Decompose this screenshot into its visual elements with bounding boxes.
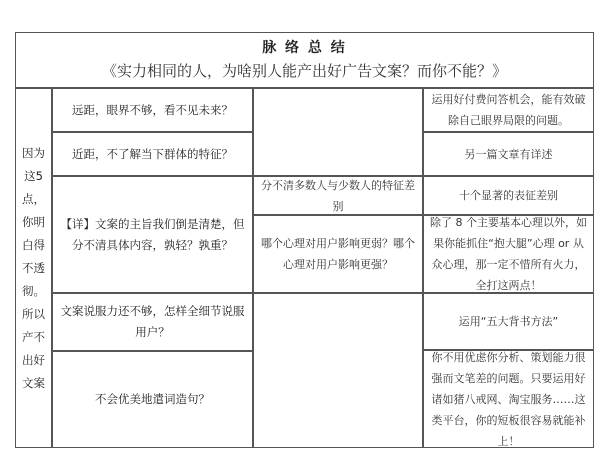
table-header xyxy=(15,32,594,88)
detail-cell-empty xyxy=(253,293,423,448)
detail-text: 哪个心理对用户影响更弱？哪个心理对用户影响更强？ xyxy=(261,237,415,271)
detail-cell-empty xyxy=(253,88,423,176)
problem-text: 文案说服力还不够，怎样全细节说服用户？ xyxy=(60,304,245,339)
problem-cell xyxy=(52,293,253,351)
solution-text: 运用好付费问答机会，能有效破除自己眼界局限的问题。 xyxy=(431,93,586,127)
solution-cell xyxy=(423,176,594,215)
problem-cell xyxy=(52,351,253,448)
solution-text: 十个显著的表征差别 xyxy=(459,189,558,202)
solution-text: 另一篇文章有详述 xyxy=(464,147,553,161)
solution-text: 运用“五大背书方法” xyxy=(458,315,559,328)
problem-text: 远距，眼界不够，看不见未来？ xyxy=(72,102,233,117)
left-label-cell xyxy=(15,88,52,448)
table-title: 脉 络 总 结 xyxy=(262,40,347,56)
problem-text: 【详】文案的主旨我们倒是清楚，但分不清具体内容，孰轻？孰重？ xyxy=(60,216,245,252)
solution-cell xyxy=(423,293,594,350)
solution-cell xyxy=(423,88,594,132)
detail-text: 分不清多数人与少数人的特征差别 xyxy=(261,178,415,213)
detail-cell xyxy=(253,176,423,215)
problem-cell xyxy=(52,176,253,293)
solution-cell xyxy=(423,215,594,293)
problem-cell xyxy=(52,132,253,176)
table-subtitle: 《实力相同的人，为啥别人能产出好广告文案？而你不能？》 xyxy=(101,62,507,80)
detail-cell xyxy=(253,215,423,293)
problem-text: 不会优美地遣词造句？ xyxy=(95,392,210,406)
solution-text: 你不用优虑你分析、策划能力很强而文笔差的问题。只要运用好诸如猪八戒网、淘宝服务……这类平台，你的短板很容易就能补上！ xyxy=(431,350,586,448)
problem-text: 近距，不了解当下群体的特征？ xyxy=(72,146,233,161)
left-label: 因为这5点，你明白得不透彻。所以产不出好文案 xyxy=(22,145,45,390)
solution-cell xyxy=(423,132,594,176)
solution-text: 除了 8 个主要基本心理以外，如果你能抓住“抱大腿”心理 or 从众心理，那一定不惜所有火力，全打这两点！ xyxy=(430,216,587,292)
problem-cell xyxy=(52,88,253,132)
solution-cell xyxy=(423,350,594,448)
